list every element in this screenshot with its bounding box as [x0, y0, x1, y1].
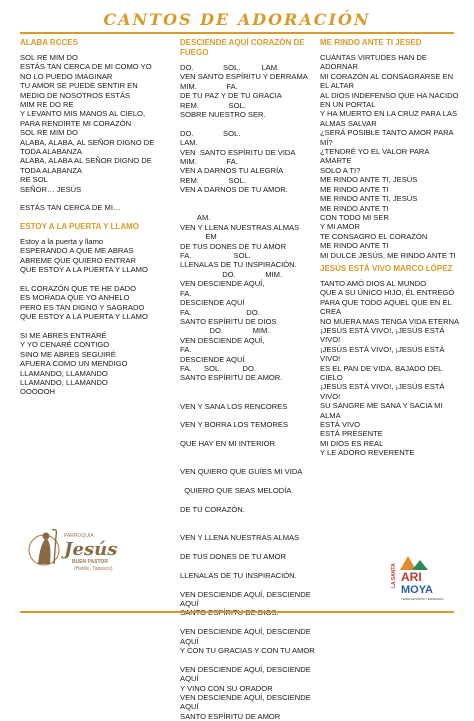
lyric-line: PERO ES TAN DIGNO Y SAGRADO — [20, 302, 145, 312]
lyric-line: ALMA — [320, 410, 341, 420]
lyric-line: EL CORAZÓN QUE TE HE DADO — [20, 283, 137, 293]
lyric-line — [180, 496, 318, 505]
lyric-line: RE SOL — [20, 175, 48, 185]
lyric-line — [20, 322, 170, 331]
lyric-line: AL DIOS INDEFENSO QUE HA NACIDO — [320, 90, 459, 100]
arimoya-logo — [390, 548, 452, 606]
lyric-line: CREA — [320, 307, 342, 317]
song-heading: ALABA RCCES — [20, 38, 78, 47]
lyric-line — [180, 411, 318, 420]
song-lyrics — [20, 237, 170, 397]
mountain-icon — [400, 556, 428, 570]
lyric-line: DE TUS DONES DE TU AMOR — [180, 241, 287, 251]
lyric-line: ¿SERÁ POSIBLE TANTO AMOR PARA — [320, 128, 454, 138]
lyric-line: VEN DESCIENDE AQUÍ, — [180, 335, 265, 345]
lyric-line: ¿TENDRÉ YO EL VALOR PARA AMARTE — [320, 147, 431, 166]
lyric-line: VEN A DARNOS TU ALEGRÍA — [180, 166, 284, 176]
lyric-line: ADORNAR — [320, 62, 358, 72]
lyric-line: ALABA, ALABA AL SEÑOR DIGNO DE — [20, 156, 152, 166]
lyric-line: VEN Y LLENA NUESTRAS ALMAS — [180, 222, 300, 232]
lyric-line: LLAMANDO, LLAMANDO — [20, 368, 108, 378]
lyric-line: VEN DESCIENDE AQUÍ, DESCIENDE AQUÍ — [180, 692, 313, 712]
lyric-line: SU SANGRE ME SANA Y SACIA MI — [320, 401, 443, 411]
lyric-line: QUIERO QUE SEAS MELODÍA — [180, 486, 292, 496]
lyric-line: REM. SOL. — [180, 175, 246, 185]
logo-moya-text: MOYA — [401, 584, 433, 596]
lyric-line: CIELO — [320, 373, 343, 382]
lyric-line — [180, 608, 318, 617]
lyric-line: LLAMANDO, LLAMANDO — [20, 377, 108, 387]
column-2 — [180, 38, 318, 721]
lyric-line: NO LO PUEDO IMAGINAR — [20, 71, 113, 81]
lyric-line: ME RINDO ANTE TI — [320, 184, 389, 194]
lyric-line: ME RINDO ANTE TI — [320, 203, 389, 213]
lyric-line: TANTO AMÓ DIOS AL MUNDO — [320, 278, 427, 288]
lyric-line: Y LE ADORO REVERENTE — [320, 448, 415, 458]
lyric-line: AFUERA COMO UN MENDIGO — [20, 359, 128, 369]
lyric-line: TODA ALABANZA — [20, 147, 82, 157]
lyric-line: ES EL PAN DE VIDA, BAJADO DEL — [320, 363, 443, 373]
lyric-line: Y MI AMOR — [320, 222, 360, 232]
lyric-line: Y CON TU GRACIAS Y CON TU AMOR — [180, 645, 315, 655]
lyric-line: ME RINDO ANTE TI — [320, 241, 389, 251]
lyric-line: ALMAS SALVAR — [320, 118, 377, 128]
lyric-line: VEN DESCIENDE AQUÍ, — [180, 279, 265, 289]
lyric-line: DESCIENDE AQUÍ — [180, 298, 245, 308]
lyric-line — [180, 430, 318, 439]
lyric-line: ABREME QUE QUIERO ENTRAR — [20, 255, 137, 265]
lyric-line: EL ALTAR — [320, 81, 355, 91]
logo-ari-text: ARI — [401, 570, 422, 584]
song-lyrics — [180, 63, 318, 721]
logo-tagline: TIERRA DE MISIÓN Y ESPERANZA — [401, 598, 444, 601]
lyric-line: DE TU PAZ Y DE TU GRACIA — [180, 91, 282, 101]
lyric-line: VEN SANTO ESPÍRITU Y DERRAMA — [180, 72, 308, 82]
parish-logo — [28, 520, 138, 584]
lyric-line: CUÁNTAS VIRTUDES HAN DE — [320, 53, 427, 62]
song-heading: ESTOY A LA PUERTA Y LLAMO — [20, 221, 139, 231]
lyric-line: Estoy a la puerta y llamo — [20, 236, 104, 246]
lyric-line: FA. — [180, 288, 192, 298]
lyric-line: EM — [180, 232, 217, 242]
lyric-line: Y LEVANTO MIS MANOS AL CIELO, — [20, 109, 146, 119]
lyric-line: SANTO ESPÍRITU DE AMOR. — [180, 373, 283, 383]
lyric-line: ESTÁS TAN CERCA DE MI… — [20, 203, 121, 213]
lyric-line: SANTO ESPÍRITU DE AMOR — [180, 711, 281, 721]
lyric-line: ME RINDO ANTE TI, JESÚS — [320, 175, 418, 185]
song-lyrics — [320, 53, 460, 260]
lyric-line: SOL RE MIM DO — [20, 128, 78, 138]
lyric-line: SEÑOR… JESÚS — [20, 184, 82, 194]
lyric-line — [180, 655, 318, 664]
header-divider — [20, 32, 454, 34]
lyric-line: AM. — [180, 213, 211, 223]
lyric-line: MIM RE DO RE — [20, 100, 74, 110]
lyric-line: DE TUS DONES DE TU AMOR — [180, 551, 287, 561]
column-1 — [20, 38, 170, 397]
lyric-line: ESPERANDO A QUE ME ABRAS — [20, 246, 134, 256]
lyric-line: DE TU CORAZÓN. — [180, 504, 245, 514]
lyric-line — [180, 543, 318, 552]
page-title: CANTOS DE ADORACIÓN — [103, 10, 371, 29]
lyric-line — [180, 449, 318, 458]
song-heading: JESÚS ESTÁ VIVO MARCO LÓPEZ — [320, 263, 453, 273]
lyric-line: QUE HAY EN MI INTERIOR — [180, 439, 276, 449]
lyric-line: DESCIENDE AQUÍ — [180, 354, 245, 364]
song-heading: ME RINDO ANTE TI JESED — [320, 38, 422, 47]
lyric-line: FA. SOL. DO. — [180, 363, 256, 373]
lyric-line: MIM. FA. — [180, 81, 238, 91]
lyric-line: VEN DESCIENDE AQUÍ, DESCIENDE AQUÍ — [180, 664, 313, 684]
lyric-line: VEN DESCIENDE AQUÍ, DESCIENDE AQUÍ — [180, 589, 313, 608]
lyric-line — [20, 275, 170, 284]
lyric-line: Y HA MUERTO EN LA CRUZ PARA LAS — [320, 109, 458, 119]
lyric-line — [180, 195, 318, 204]
lyric-line — [180, 458, 318, 467]
footer-divider — [20, 611, 454, 613]
lyric-line: MI CORAZÓN AL CONSAGRARSE EN — [320, 71, 454, 81]
lyric-line: Y VINO CON SU ORADOR — [180, 683, 273, 693]
lyric-line: QUE A SU ÚNICO HIJO, ÉL ENTREGÓ — [320, 288, 455, 298]
lyric-line: ESTÁS TAN CERCA DE MI COMO YO — [20, 62, 152, 72]
lyric-line: MI DULCE JESÚS, ME RINDO ANTE TI — [320, 250, 456, 260]
lyric-line — [180, 477, 318, 486]
song-heading: DESCIENDE AQUÍ CORAZÓN DE FUEGO — [180, 38, 305, 57]
lyric-line: REM. SOL. — [180, 100, 246, 110]
lyric-line: MÍ? — [320, 137, 333, 147]
lyric-line: FA. — [180, 345, 192, 355]
lyric-line: CON TODO MI SER — [320, 212, 389, 222]
lyric-line: VEN DESCIENDE AQUÍ, DESCIENDE AQUÍ — [180, 627, 313, 646]
lyric-line: ¡JESÚS ESTÁ VIVO!, ¡JESÚS ESTÁ VIVO! — [320, 325, 447, 345]
lyric-line: ¡JESÚS ESTÁ VIVO!, ¡JESÚS ESTÁ VIVO! — [320, 344, 447, 364]
lyric-line: OOOOOH — [20, 387, 56, 397]
lyric-line: TE CONSAGRO EL CORAZÓN — [320, 231, 428, 241]
logo-parish-label: PARROQUIA — [64, 533, 94, 539]
lyric-line: SINO ME ABRES SEGUIRÉ — [20, 349, 116, 359]
lyric-line: VEN Y LLENA NUESTRAS ALMAS — [180, 533, 300, 543]
lyric-line: VEN Y BORRA LOS TEMORES — [180, 420, 289, 430]
lyric-line: QUE ESTOY A LA PUERTA Y LLAMO — [20, 312, 148, 322]
lyric-line: ES MORADA QUE YO ANHELO — [20, 293, 130, 303]
lyric-line: TODA ALABANZA — [20, 165, 82, 175]
lyric-line: Y YO CENARÉ CONTIGO — [20, 340, 110, 350]
lyric-line: LAM. — [180, 138, 198, 148]
lyric-line: DO. MIM. — [180, 326, 270, 336]
lyric-line: LLENALAS DE TU INSPIRACIÓN. — [180, 570, 297, 580]
lyric-line: ESTÁ PRESENTE — [320, 429, 383, 439]
song-lyrics — [320, 279, 460, 458]
lyric-line: ALABA, ALABA, AL SEÑOR DIGNO DE — [20, 137, 155, 147]
lyric-line: SOL RE MIM DO — [20, 53, 78, 62]
lyric-line — [20, 194, 170, 203]
lyric-line: MIM. FA. — [180, 157, 238, 167]
logo-buen-pastor-text: BUEN PASTOR — [72, 559, 108, 565]
shepherd-icon — [29, 530, 59, 565]
column-3 — [320, 38, 460, 458]
song-lyrics — [20, 53, 170, 213]
lyric-line: NO MUERA MAS TENGA VIDA ETERNA — [320, 316, 460, 326]
lyric-line — [180, 561, 318, 570]
lyric-line: SOBRE NUESTRO SER. — [180, 110, 266, 120]
lyric-line — [180, 618, 318, 627]
lyric-line: PARA RENDIRTE MI CORAZÓN — [20, 118, 132, 128]
lyric-line: VEN A DARNOS DE TU AMOR. — [180, 185, 288, 195]
lyric-line — [180, 392, 318, 401]
lyric-line — [180, 514, 318, 523]
logo-place-text: (Hatillo, Tabasco) — [74, 566, 113, 572]
logo-side-text: LA SANTA — [391, 563, 397, 588]
lyric-line — [180, 580, 318, 589]
lyric-line: EN UN PORTAL — [320, 100, 376, 110]
lyric-line — [180, 204, 318, 213]
lyric-line: SANTO ESPÍRITU DE DIOS — [180, 316, 277, 326]
lyric-line: QUE ESTOY A LA PUERTA Y LLAMO — [20, 265, 148, 275]
lyric-line: SOLO A TI? — [320, 165, 361, 175]
lyric-line: ESTÁ VIVO — [320, 420, 361, 430]
lyric-line: PARA QUE TODO AQUEL QUE EN ÉL — [320, 297, 452, 307]
lyric-line: SI ME ABRES ENTRARÉ — [20, 330, 107, 340]
lyric-line — [180, 119, 318, 128]
lyric-line: DO. SOL. — [180, 128, 241, 138]
lyric-line: VEN SANTO ESPÍRITU DE VIDA — [180, 147, 296, 157]
lyric-line: MEDIO DE NOSOTROS ESTÁS — [20, 90, 131, 100]
lyric-line: FA. DO. — [180, 307, 260, 317]
lyric-line: MI DIOS ES REAL — [320, 438, 384, 448]
lyric-line: ¡JESÚS ESTÁ VIVO!, ¡JESÚS ESTÁ VIVO! — [320, 382, 447, 401]
lyric-line: DO. MIM. — [180, 269, 283, 279]
lyric-line: ME RINDO ANTE TI, JESÚS — [320, 194, 418, 204]
lyric-line: TU AMOR SE PUEDE SENTIR EN — [20, 81, 138, 91]
lyric-line: LLENALAS DE TU INSPIRACIÓN. — [180, 260, 297, 270]
lyric-line — [180, 383, 318, 392]
lyric-line: FA. SOL. — [180, 251, 251, 261]
logo-jesus-text: Jesús — [64, 539, 118, 560]
lyric-line: DO. SOL. LAM. — [180, 63, 280, 72]
lyric-line — [180, 524, 318, 533]
lyric-line: VEN QUIERO QUE GUÍES MI VIDA — [180, 467, 303, 477]
lyric-line: VEN Y SANA LOS RENCORES — [180, 401, 288, 411]
